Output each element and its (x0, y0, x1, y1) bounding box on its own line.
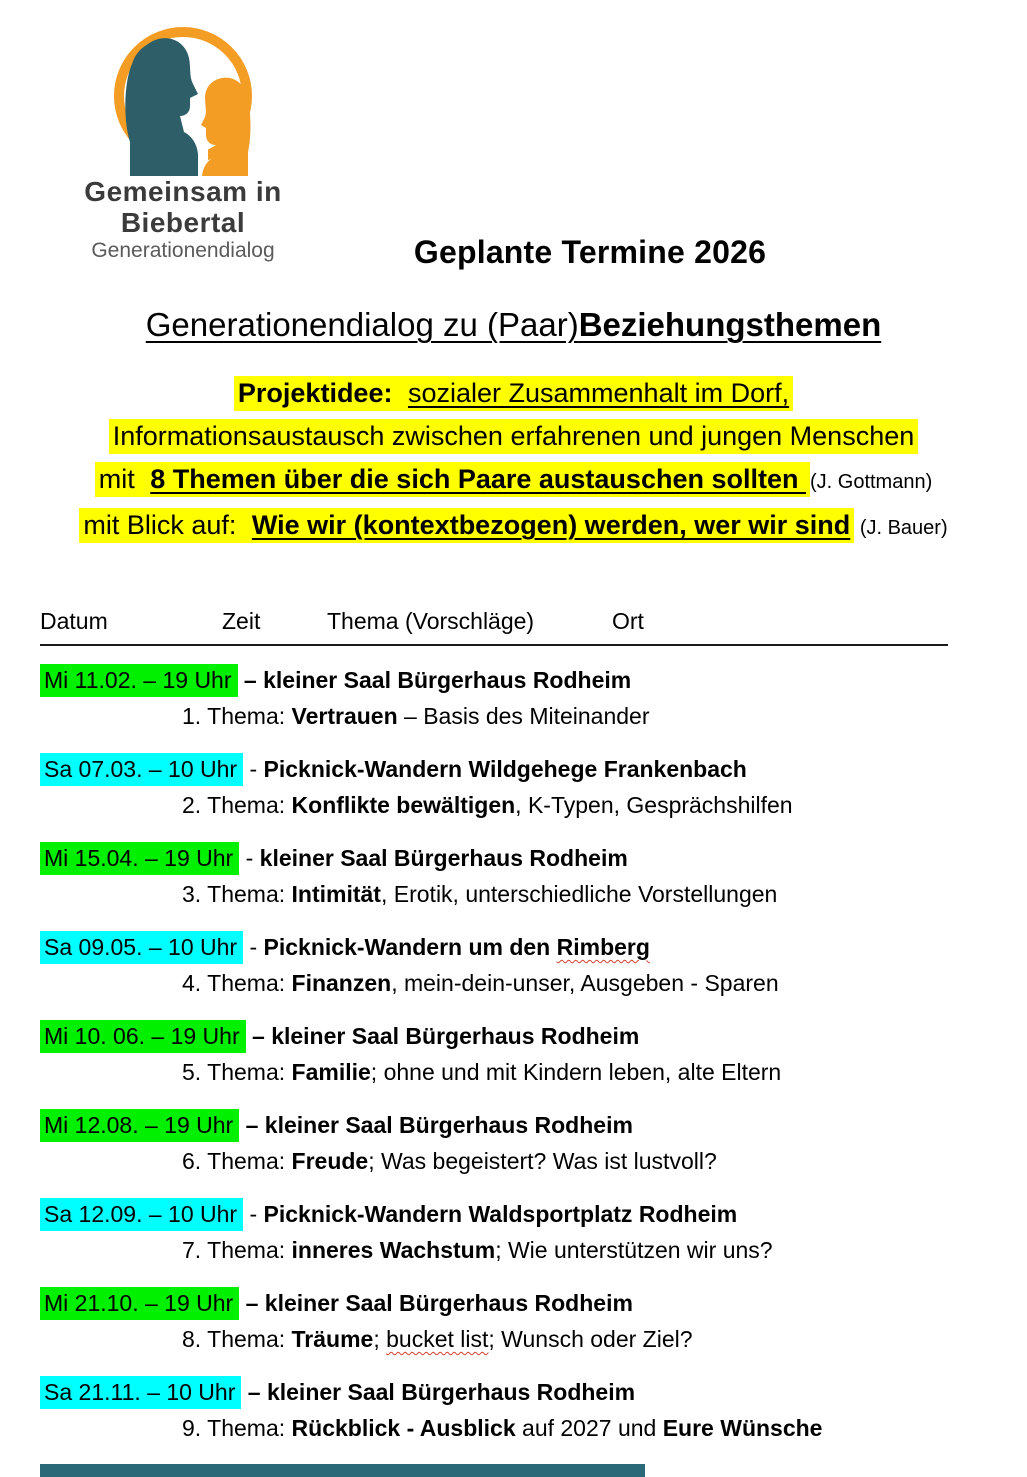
text-segment: Freude (291, 1148, 369, 1174)
text-segment: sozialer Zusammenhalt im Dorf, (404, 376, 793, 411)
event-date-line (40, 1196, 987, 1232)
text-segment: , Erotik, unterschiedliche Vorstellungen (380, 881, 778, 907)
text-segment: Wie wir (kontextbezogen) werden, wer wir sind (248, 508, 854, 543)
text-segment: Picknick-Wandern um den (263, 934, 557, 960)
text-segment: (J. Bauer) (854, 517, 948, 539)
text-segment: ; ohne und mit Kindern leben, alte Eltern (370, 1059, 782, 1085)
logo (58, 24, 308, 264)
text-segment: – (239, 1290, 265, 1316)
text-segment: (J. Gottmann) (809, 471, 933, 493)
text-segment: – (241, 1379, 267, 1405)
event-date-line (40, 1374, 987, 1410)
text-segment: Rimberg (556, 934, 650, 960)
event-item (40, 662, 987, 734)
logo-subtitle: Generationendialog (91, 239, 275, 262)
logo-couple-icon (93, 24, 273, 176)
event-item (40, 1374, 987, 1446)
text-segment: 2. Thema: (182, 792, 292, 818)
text-segment: , mein-dein-unser, Ausgeben - Sparen (391, 970, 779, 996)
logo-title-line1: Gemeinsam in (84, 176, 282, 207)
event-date-highlight: Mi 11.02. – 19 Uhr (40, 664, 238, 697)
event-theme-line (40, 1232, 987, 1268)
text-segment: mit Blick auf: (79, 508, 248, 543)
event-date-highlight: Mi 15.04. – 19 Uhr (40, 842, 239, 875)
event-theme-line (40, 876, 987, 912)
event-item (40, 840, 987, 912)
document-subtitle (0, 302, 1027, 348)
text-segment: Projektidee: (234, 376, 404, 411)
event-date-line (40, 929, 987, 965)
text-segment: ; Was begeistert? Was ist lustvoll? (368, 1148, 717, 1174)
text-segment: Generationendialog zu (Paar) (145, 306, 579, 343)
text-segment: Finanzen (291, 970, 392, 996)
text-segment: 1. Thema: (182, 703, 292, 729)
text-segment: 4. Thema: (182, 970, 292, 996)
text-segment: kleiner Saal Bürgerhaus Rodheim (264, 1112, 633, 1138)
column-header-datum: Datum (40, 608, 108, 634)
event-item (40, 1018, 987, 1090)
text-segment: - (243, 756, 264, 782)
text-segment: – (245, 1023, 272, 1049)
event-item (40, 751, 987, 823)
event-date-line (40, 1285, 987, 1321)
schedule-column-headers (40, 606, 948, 646)
footer-accent-bar (40, 1464, 645, 1477)
text-segment: Beziehungsthemen (578, 306, 882, 343)
event-date-line (40, 662, 987, 698)
text-segment: inneres Wachstum (291, 1237, 496, 1263)
event-date-highlight: Mi 10. 06. – 19 Uhr (40, 1020, 246, 1053)
event-theme-line (40, 1143, 987, 1179)
text-segment: 9. Thema: (182, 1415, 292, 1441)
text-segment: kleiner Saal Bürgerhaus Rodheim (263, 667, 632, 693)
text-segment: Intimität (291, 881, 381, 907)
text-segment: kleiner Saal Bürgerhaus Rodheim (259, 845, 628, 871)
column-header-zeit: Zeit (222, 608, 261, 634)
event-date-highlight: Mi 21.10. – 19 Uhr (40, 1287, 239, 1320)
event-theme-line (40, 1054, 987, 1090)
event-date-highlight: Mi 12.08. – 19 Uhr (40, 1109, 239, 1142)
text-segment: auf 2027 und (515, 1415, 663, 1441)
page-title: Geplante Termine 2026 (413, 234, 767, 270)
logo-title-line2: Biebertal (120, 207, 246, 238)
text-segment: bucket list (386, 1326, 489, 1352)
text-segment: kleiner Saal Bürgerhaus Rodheim (271, 1023, 640, 1049)
text-segment: ; Wie unterstützen wir uns? (495, 1237, 773, 1263)
text-segment: - (243, 1201, 264, 1227)
text-segment: Träume (291, 1326, 374, 1352)
text-segment: 7. Thema: (182, 1237, 292, 1263)
intro-line-4 (0, 504, 1027, 550)
text-segment: Rückblick - Ausblick (291, 1415, 516, 1441)
event-theme-line (40, 698, 987, 734)
text-segment: mit (95, 462, 147, 497)
text-segment: 5. Thema: (182, 1059, 292, 1085)
text-segment: Informationsaustausch zwischen erfahrenen und jungen Menschen (109, 419, 919, 454)
text-segment: ; Wunsch oder Ziel? (488, 1326, 693, 1352)
text-segment: - (239, 845, 260, 871)
event-item (40, 1107, 987, 1179)
text-segment: Familie (291, 1059, 371, 1085)
text-segment: - (243, 934, 264, 960)
event-date-line (40, 1018, 987, 1054)
event-date-highlight: Sa 07.03. – 10 Uhr (40, 753, 243, 786)
text-segment: , K-Typen, Gesprächshilfen (515, 792, 793, 818)
column-header-ort: Ort (612, 608, 644, 634)
text-segment: – (237, 667, 264, 693)
document-header (0, 0, 1027, 272)
text-segment: 8 Themen über die sich Paare austauschen sollten (146, 462, 810, 497)
text-segment: ; (373, 1326, 387, 1352)
text-segment: kleiner Saal Bürgerhaus Rodheim (266, 1379, 636, 1405)
column-header-thema: Thema (Vorschläge) (327, 608, 535, 634)
event-date-line (40, 751, 987, 787)
event-theme-line (40, 965, 987, 1001)
text-segment: 3. Thema: (182, 881, 292, 907)
project-idea-block (0, 372, 1027, 550)
text-segment: Picknick-Wandern Wildgehege Frankenbach (263, 756, 747, 782)
event-theme-line (40, 1410, 987, 1446)
text-segment: kleiner Saal Bürgerhaus Rodheim (264, 1290, 633, 1316)
event-date-highlight: Sa 21.11. – 10 Uhr (40, 1376, 241, 1409)
text-segment: Konflikte bewältigen (291, 792, 516, 818)
text-segment: 6. Thema: (182, 1148, 292, 1174)
event-theme-line (40, 787, 987, 823)
text-segment: Vertrauen (291, 703, 398, 729)
event-item (40, 1285, 987, 1357)
event-date-highlight: Sa 12.09. – 10 Uhr (40, 1198, 243, 1231)
intro-line-3 (0, 458, 1027, 504)
event-date-line (40, 1107, 987, 1143)
event-item (40, 1196, 987, 1268)
text-segment: Eure Wünsche (662, 1415, 823, 1441)
event-theme-line (40, 1321, 987, 1357)
event-date-highlight: Sa 09.05. – 10 Uhr (40, 931, 243, 964)
intro-line-2 (0, 415, 1027, 458)
text-segment: 8. Thema: (182, 1326, 292, 1352)
text-segment: Picknick-Wandern Waldsportplatz Rodheim (263, 1201, 738, 1227)
text-segment: – Basis des Miteinander (397, 703, 650, 729)
text-segment: – (239, 1112, 265, 1138)
events-list (40, 662, 987, 1446)
event-date-line (40, 840, 987, 876)
event-item (40, 929, 987, 1001)
intro-line-1 (0, 372, 1027, 415)
